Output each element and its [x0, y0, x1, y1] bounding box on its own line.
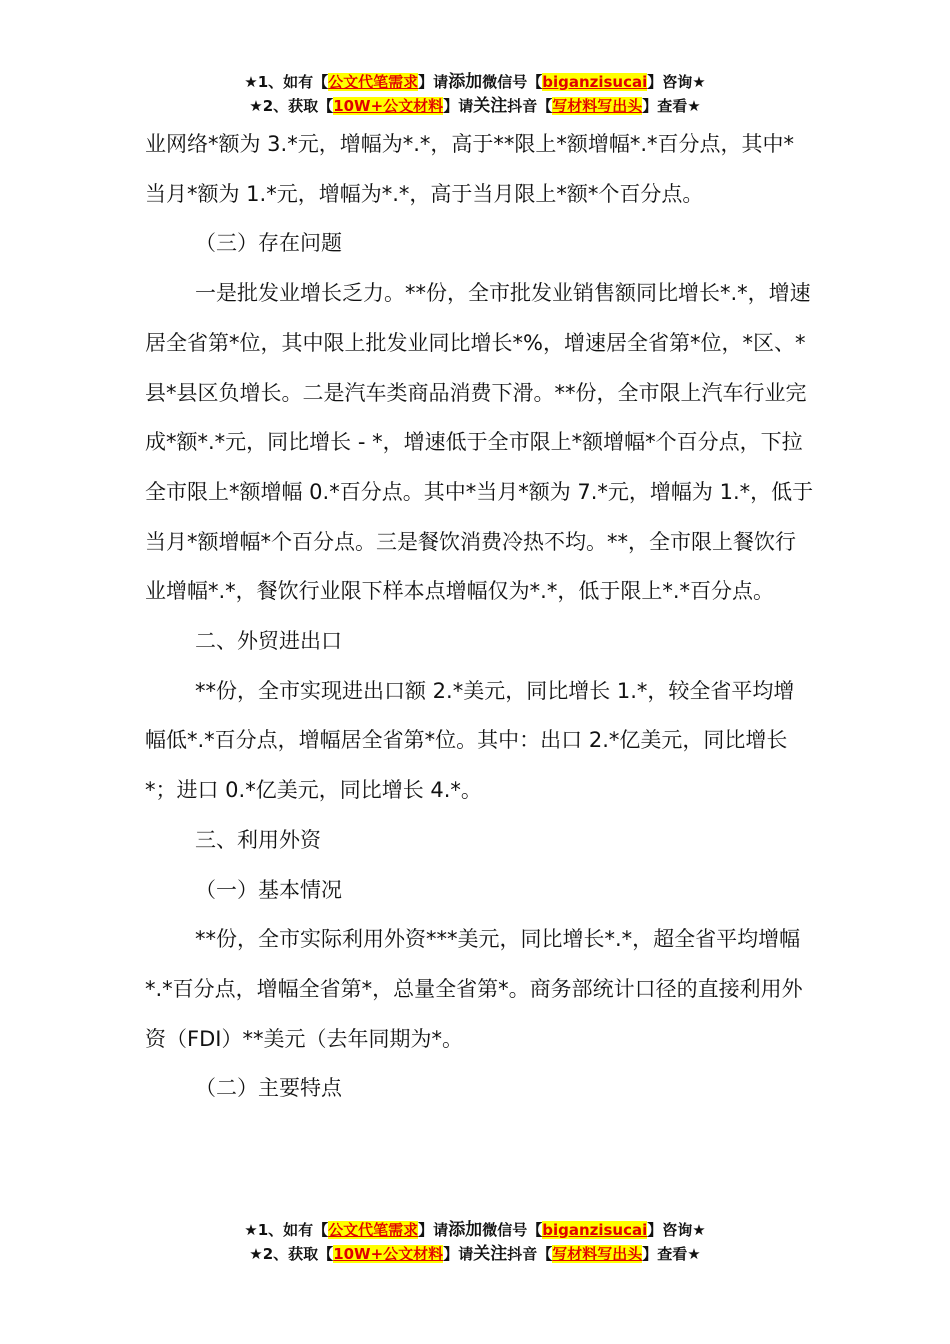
- banner-text: 抖音【: [507, 1245, 553, 1263]
- banner-text: 】请: [418, 1221, 449, 1239]
- banner-emphasis: 关注: [473, 1244, 508, 1264]
- banner-text: 微信号【: [482, 73, 543, 91]
- body-paragraph: 二、外贸进出口: [195, 629, 342, 654]
- banner-text: ★1、如有【: [244, 1221, 329, 1239]
- document-body: [145, 120, 815, 1114]
- highlight-wechat-id: biganzisucai: [542, 73, 648, 91]
- banner-text: 】请: [443, 97, 474, 115]
- highlight-materials: 10W+公文材料: [333, 1245, 444, 1263]
- banner-text: ★2、获取【: [249, 1245, 334, 1263]
- banner-text: ★1、如有【: [244, 73, 329, 91]
- highlight-wechat-id: biganzisucai: [542, 1221, 648, 1239]
- body-paragraph: 三、利用外资: [195, 827, 321, 852]
- banner-text: 】咨询★: [647, 73, 706, 91]
- banner-text: 】查看★: [642, 97, 701, 115]
- banner-emphasis: 添加: [448, 72, 483, 92]
- banner-line-1: [0, 70, 950, 94]
- banner-line-1: [0, 1218, 950, 1242]
- body-paragraph: （二）主要特点: [195, 1076, 342, 1101]
- highlight-materials: 10W+公文材料: [333, 97, 444, 115]
- banner-text: 】请: [418, 73, 449, 91]
- banner-text: 】咨询★: [647, 1221, 706, 1239]
- banner-line-2: [0, 1242, 950, 1266]
- body-paragraph: **份，全市实际利用外资***美元，同比增长*.*，超全省平均增幅*.*百分点，增幅全省第*，总量全省第*。商务部统计口径的直接利用外资（FDI）**美元（去年同期为*。: [145, 927, 803, 1051]
- banner-emphasis: 添加: [448, 1220, 483, 1240]
- highlight-service: 公文代笔需求: [328, 1221, 419, 1239]
- highlight-douyin-id: 写材料写出头: [552, 97, 643, 115]
- body-paragraph: （一）基本情况: [195, 877, 342, 902]
- banner-text: ★2、获取【: [249, 97, 334, 115]
- body-paragraph: （三）存在问题: [195, 231, 342, 256]
- banner-emphasis: 关注: [473, 96, 508, 116]
- banner-text: 抖音【: [507, 97, 553, 115]
- body-paragraph: 业网络*额为 3.*元，增幅为*.*，高于**限上*额增幅*.*百分点，其中*当月*额为 1.*元，增幅为*.*，高于当月限上*额*个百分点。: [145, 132, 795, 206]
- banner-text: 】请: [443, 1245, 474, 1263]
- banner-text: 】查看★: [642, 1245, 701, 1263]
- highlight-douyin-id: 写材料写出头: [552, 1245, 643, 1263]
- banner-line-2: [0, 94, 950, 118]
- body-paragraph: 一是批发业增长乏力。**份，全市批发业销售额同比增长*.*，增速居全省第*位，其中限上批发业同比增长*%，增速居全省第*位，*区、*县*县区负增长。二是汽车类商品消费下滑。**份，全市限上汽车行业完成*额*.*元，同比增长 - *，增速低于全市限上*额增幅*个百分点，下拉全市限上*额增幅 0.*百分点。其中*当月*额为 7.*元，增幅为 1.*，低于当月*额增幅*个百分点。三是餐饮消费冷热不均。**，全市限上餐饮行业增幅*.*，餐饮行业限下样本点增幅仅为*.*，低于限上*.*百分点。: [145, 281, 814, 604]
- banner-text: 微信号【: [482, 1221, 543, 1239]
- body-paragraph: **份，全市实现进出口额 2.*美元，同比增长 1.*，较全省平均增幅低*.*百分点，增幅居全省第*位。其中：出口 2.*亿美元，同比增长*；进口 0.*亿美元，同比增长 4.*。: [145, 678, 795, 803]
- highlight-service: 公文代笔需求: [328, 73, 419, 91]
- header-banner: [0, 70, 950, 118]
- footer-banner: [0, 1218, 950, 1266]
